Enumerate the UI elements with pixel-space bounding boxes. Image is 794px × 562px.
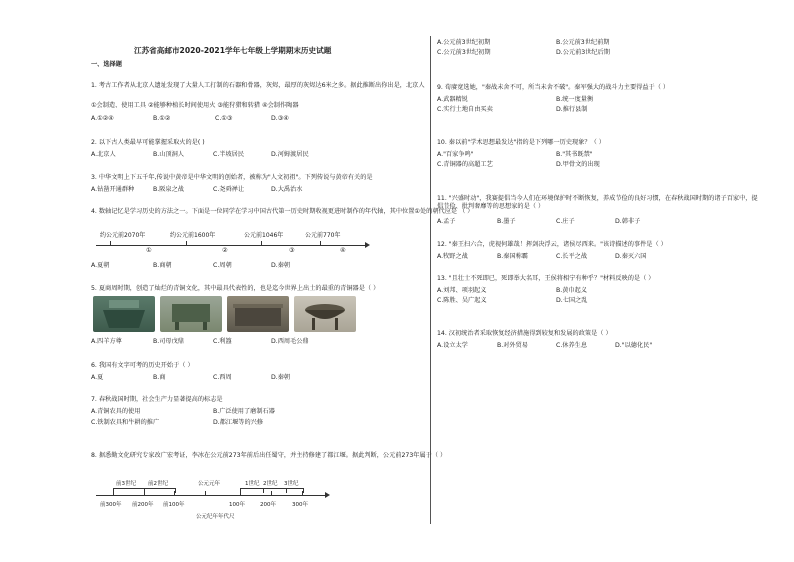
tl4-tick bbox=[320, 241, 321, 246]
question-3: 3. 中华文明上下五千年,传说中黄帝是中华文明的创始者，被称为"人文初祖"。下列传说与黄帝有关的是 bbox=[91, 174, 373, 181]
tl8-tick bbox=[205, 491, 206, 496]
tl8-caption: 公元纪年年代尺 bbox=[196, 514, 235, 520]
exam-title: 江苏省高邮市2020-2021学年七年级上学期期末历史试题 bbox=[134, 46, 332, 55]
q14-option-d[interactable]: D."以德化民" bbox=[615, 342, 653, 349]
q12-option-a[interactable]: A.牧野之战 bbox=[437, 253, 468, 260]
q11-option-a[interactable]: A.孟子 bbox=[437, 218, 456, 225]
tl8-tick bbox=[240, 491, 241, 496]
question-8: 8. 据悉勤文化研究专家改广宏考证，李冰在公元前273年前后出任蜀守，并主持修建了都江堰。据此判断，公元前273年属于（ ） bbox=[91, 452, 447, 459]
q2-option-d[interactable]: D.河姆渡居民 bbox=[271, 151, 309, 158]
q13-option-b[interactable]: B.黄巾起义 bbox=[556, 287, 587, 294]
gui-shape bbox=[227, 296, 289, 332]
tl8-bracket bbox=[113, 488, 145, 493]
q5-option-c[interactable]: C.利簋 bbox=[213, 338, 232, 345]
tl8-tick bbox=[271, 491, 272, 496]
q12-option-d[interactable]: D.秦灭六国 bbox=[615, 253, 647, 260]
q10-option-d[interactable]: D.甲骨文的出现 bbox=[556, 161, 600, 168]
tl8-bottom-6: 300年 bbox=[292, 502, 308, 508]
tl8-bracket bbox=[263, 488, 287, 493]
q5-option-a[interactable]: A.四羊方尊 bbox=[91, 338, 122, 345]
sheep-zun-shape bbox=[93, 296, 155, 332]
tl8-arrow bbox=[325, 492, 330, 498]
q6-option-b[interactable]: B.商 bbox=[153, 374, 166, 381]
tl8-bottom-4: 100年 bbox=[229, 502, 245, 508]
tl4-tick bbox=[186, 241, 187, 246]
q4-option-d[interactable]: D.秦朝 bbox=[271, 262, 291, 269]
q7-option-d[interactable]: D.都江堰等的兴修 bbox=[213, 419, 264, 426]
bronze-image-ding bbox=[160, 296, 222, 332]
tl4-label-2: 约公元前1600年 bbox=[170, 232, 216, 239]
question-1: 1. 考古工作者从北京人遗址发现了大量人工打制的石器和骨器，灰烬，最厚的灰烬达6米之多。据此推断出你出是，北京人 bbox=[91, 82, 425, 89]
q1-option-a[interactable]: A.①②④ bbox=[91, 115, 114, 122]
tl8-bottom-1: 前300年 bbox=[100, 502, 122, 508]
q4-option-b[interactable]: B.商朝 bbox=[153, 262, 172, 269]
tl4-tick bbox=[110, 241, 111, 246]
tl8-top-3: 公元元年 bbox=[198, 481, 221, 487]
q8-option-c[interactable]: C.公元前3世纪初期 bbox=[437, 49, 491, 56]
q3-option-d[interactable]: D.大禹治水 bbox=[271, 186, 303, 193]
q8-option-d[interactable]: D.公元前3世纪后期 bbox=[556, 49, 610, 56]
tl8-bottom-2: 前200年 bbox=[132, 502, 154, 508]
q7-option-c[interactable]: C.铁制农具和牛耕的推广 bbox=[91, 419, 160, 426]
q10-option-b[interactable]: B."其书既禁" bbox=[556, 151, 593, 158]
bronze-image-maogong-ding bbox=[294, 296, 356, 332]
q1-option-b[interactable]: B.①② bbox=[153, 115, 171, 122]
q11-option-c[interactable]: C.庄子 bbox=[556, 218, 575, 225]
q7-option-b[interactable]: B.广泛使用了磨制石器 bbox=[213, 408, 275, 415]
question-13: 13. "且壮士不死即已，死即举大名耳，王侯将相宁有种乎？"材料反映的是（ ） bbox=[437, 275, 655, 282]
question-5: 5. 夏商周时期，创造了灿烂的青铜文化，其中最具代表性的，也是迄今世界上出土的最重的青铜器是（ ） bbox=[91, 285, 380, 292]
question-2: 2. 以下古人类最早可能掌握采取火的是( ) bbox=[91, 139, 205, 146]
q1-statements: ①会制造、使用工具 ②能够种植长时间使用火 ③能狩猎和转猎 ④会制作陶器 bbox=[91, 102, 299, 109]
q14-option-b[interactable]: B.对外贸易 bbox=[497, 342, 528, 349]
q13-option-a[interactable]: A.刘邦、项羽起义 bbox=[437, 287, 487, 294]
q4-option-c[interactable]: C.周朝 bbox=[213, 262, 232, 269]
tl8-tick bbox=[302, 491, 303, 496]
tl8-bracket bbox=[144, 488, 176, 493]
tl8-top-4: 1世纪 bbox=[245, 481, 260, 487]
maogong-ding-shape bbox=[294, 296, 356, 332]
q6-option-d[interactable]: D.秦朝 bbox=[271, 374, 291, 381]
q11-option-b[interactable]: B.墨子 bbox=[497, 218, 516, 225]
tl8-bracket bbox=[240, 488, 264, 493]
tl4-marker-2: ② bbox=[222, 247, 228, 254]
tl8-top-1: 前3世纪 bbox=[116, 481, 136, 487]
tl4-label-3: 公元前1046年 bbox=[244, 232, 284, 239]
q6-option-a[interactable]: A.夏 bbox=[91, 374, 104, 381]
q1-option-c[interactable]: C.①③ bbox=[215, 115, 233, 122]
q3-option-a[interactable]: A.钻凿开通群种 bbox=[91, 186, 135, 193]
q7-option-a[interactable]: A.青铜农具的使用 bbox=[91, 408, 141, 415]
q2-option-b[interactable]: B.山顶洞人 bbox=[153, 151, 184, 158]
q10-option-c[interactable]: C.青铜器的高超工艺 bbox=[437, 161, 493, 168]
q8-option-b[interactable]: B.公元前3世纪前期 bbox=[556, 39, 610, 46]
tl4-axis bbox=[96, 245, 366, 246]
q5-option-b[interactable]: B.司母戊鼎 bbox=[153, 338, 184, 345]
question-4: 4. 数轴记忆是学习历史的方法之一。下面是一位同学在学习中国古代第一历史时期收视更进时制作的年代轴，其中位置①处的朝代应是 （ ） bbox=[91, 208, 474, 215]
q8-option-a[interactable]: A.公元前3世纪初期 bbox=[437, 39, 491, 46]
q9-option-d[interactable]: D.推行县制 bbox=[556, 106, 588, 113]
tl4-marker-4: ④ bbox=[340, 247, 346, 254]
ding-shape bbox=[160, 296, 222, 332]
question-6: 6. 我国有文字可考的历史开始于（ ） bbox=[91, 362, 194, 369]
q9-option-a[interactable]: A.武器精锐 bbox=[437, 96, 468, 103]
q11-option-d[interactable]: D.韩非子 bbox=[615, 218, 641, 225]
tl8-bottom-3: 前100年 bbox=[163, 502, 185, 508]
q2-option-c[interactable]: C.半坡居民 bbox=[213, 151, 245, 158]
tl8-tick bbox=[174, 491, 175, 496]
tl8-tick bbox=[144, 491, 145, 496]
question-11: 11. "兴盛时动"，我赛提倡当今人们在环境保护时不断恢复，养成节俭的良好习惯，在春秋战国时期的诸子百家中，提倡节俭、批判奢靡等的思想家的是（ ） bbox=[437, 195, 758, 210]
question-10: 10. 秦以前"学术思想最发达"指的是下列哪一历史现象？（ ） bbox=[437, 139, 605, 146]
tl8-bottom-5: 200年 bbox=[260, 502, 276, 508]
q3-option-b[interactable]: B.阪泉之战 bbox=[153, 186, 184, 193]
question-9: 9. 荀赓宽选她，"秦战未舍不可，所当未舍不破"。秦军强大的战斗力主要得益于（ ） bbox=[437, 84, 670, 91]
question-14: 14. 汉初统治者采取恢复经济措施得到较复和发展的政策是（ ） bbox=[437, 330, 612, 337]
q9-option-c[interactable]: C.实行土地自由买卖 bbox=[437, 106, 493, 113]
tl8-axis bbox=[96, 495, 326, 496]
q12-option-c[interactable]: C.长平之战 bbox=[556, 253, 588, 260]
q13-option-d[interactable]: D.七国之乱 bbox=[556, 297, 588, 304]
q5-option-d[interactable]: D.西周毛公鼎 bbox=[271, 338, 309, 345]
q14-option-a[interactable]: A.设立太学 bbox=[437, 342, 468, 349]
q10-option-a[interactable]: A."百家争鸣" bbox=[437, 151, 474, 158]
tl4-tick bbox=[261, 241, 262, 246]
q6-option-c[interactable]: C.西周 bbox=[213, 374, 232, 381]
q3-option-c[interactable]: C.尧舜禅让 bbox=[213, 186, 245, 193]
q1-option-d[interactable]: D.③④ bbox=[271, 115, 289, 122]
question-12: 12. "秦王扫六合，虎视何雄哉！挥剑决浮云，诸侯尽西来。"该诗描述的事件是（ ） bbox=[437, 241, 667, 248]
q4-option-a[interactable]: A.夏朝 bbox=[91, 262, 110, 269]
tl8-top-5: 2世纪 bbox=[263, 481, 278, 487]
tl4-arrow bbox=[365, 242, 370, 248]
bronze-image-gui bbox=[227, 296, 289, 332]
column-divider bbox=[430, 36, 431, 524]
tl8-tick bbox=[113, 491, 114, 496]
bronze-image-sheep-zun bbox=[93, 296, 155, 332]
q2-option-a[interactable]: A.北京人 bbox=[91, 151, 116, 158]
section-heading: 一、选择题 bbox=[91, 61, 122, 68]
q14-option-c[interactable]: C.休养生息 bbox=[556, 342, 588, 349]
tl4-label-1: 约公元前2070年 bbox=[100, 232, 146, 239]
q9-option-b[interactable]: B.统一度量衡 bbox=[556, 96, 594, 103]
tl4-marker-3: ③ bbox=[289, 247, 295, 254]
question-7: 7. 春秋战国时期，社会生产力显著提高的标志是 bbox=[91, 396, 223, 403]
tl4-marker-1: ① bbox=[146, 247, 152, 254]
tl4-label-4: 公元前770年 bbox=[305, 232, 341, 239]
tl8-top-2: 前2世纪 bbox=[148, 481, 168, 487]
q12-option-b[interactable]: B.秦国称霸 bbox=[497, 253, 528, 260]
tl8-top-6: 3世纪 bbox=[284, 481, 299, 487]
q13-option-c[interactable]: C.陈胜、吴广起义 bbox=[437, 297, 487, 304]
